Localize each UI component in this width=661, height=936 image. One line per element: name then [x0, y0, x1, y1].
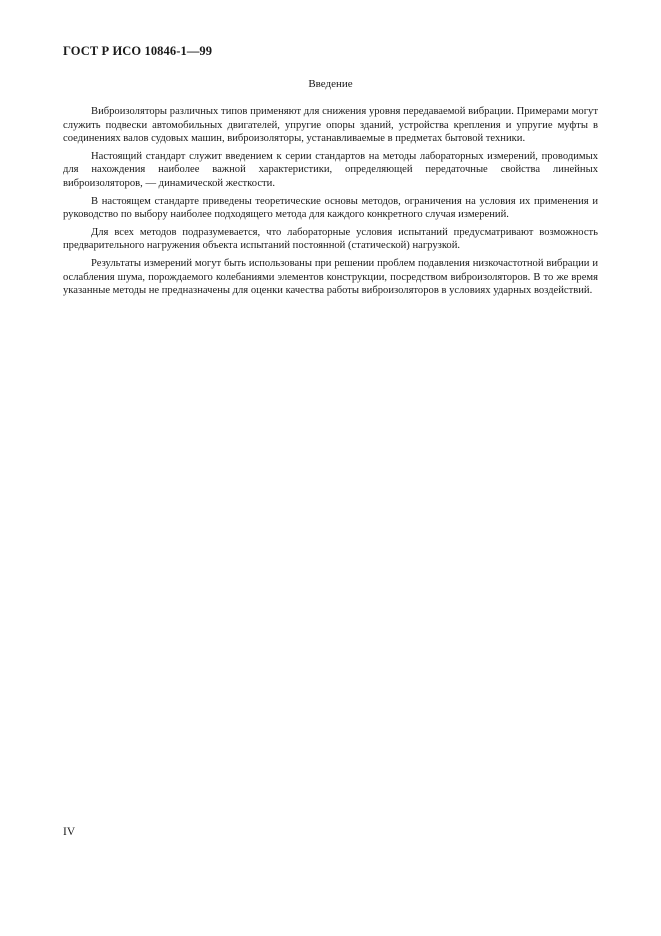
- paragraph: Настоящий стандарт служит введением к серии стандартов на методы лабораторных измерений, проводимых для нахождения наиболее важной характеристики, определяющей передаточные свойства линейных виброизоляторов, — динамической жесткости.: [63, 150, 598, 189]
- paragraph: Результаты измерений могут быть использованы при решении проблем подавления низкочастотной вибрации и ослабления шума, порождаемого колебаниями элементов конструкции, посредством виброизоляторов. В то же время указанные методы не предназначены для оценки качества работы виброизоляторов в условиях ударных воздействий.: [63, 257, 598, 297]
- section-title: Введение: [308, 78, 353, 90]
- paragraph: В настоящем стандарте приведены теоретические основы методов, ограничения на условия их применения и руководство по выбору наиболее подходящего метода для каждого конкретного случая измерений.: [63, 195, 598, 221]
- body-text: [63, 105, 598, 302]
- document-header: ГОСТ Р ИСО 10846-1—99: [63, 44, 213, 58]
- page-number: IV: [63, 826, 76, 838]
- paragraph: Виброизоляторы различных типов применяют для снижения уровня передаваемой вибрации. Примерами могут служить подвески автомобильных двигателей, упругие опоры зданий, устройства крепления и упругие муфты в соединениях валов судовых машин, виброизоляторы, устанавливаемые в предметах бытовой техники.: [63, 106, 598, 145]
- paragraph: Для всех методов подразумевается, что лабораторные условия испытаний предусматривают возможность предварительного нагружения объекта испытаний постоянной (статической) нагрузкой.: [63, 226, 598, 252]
